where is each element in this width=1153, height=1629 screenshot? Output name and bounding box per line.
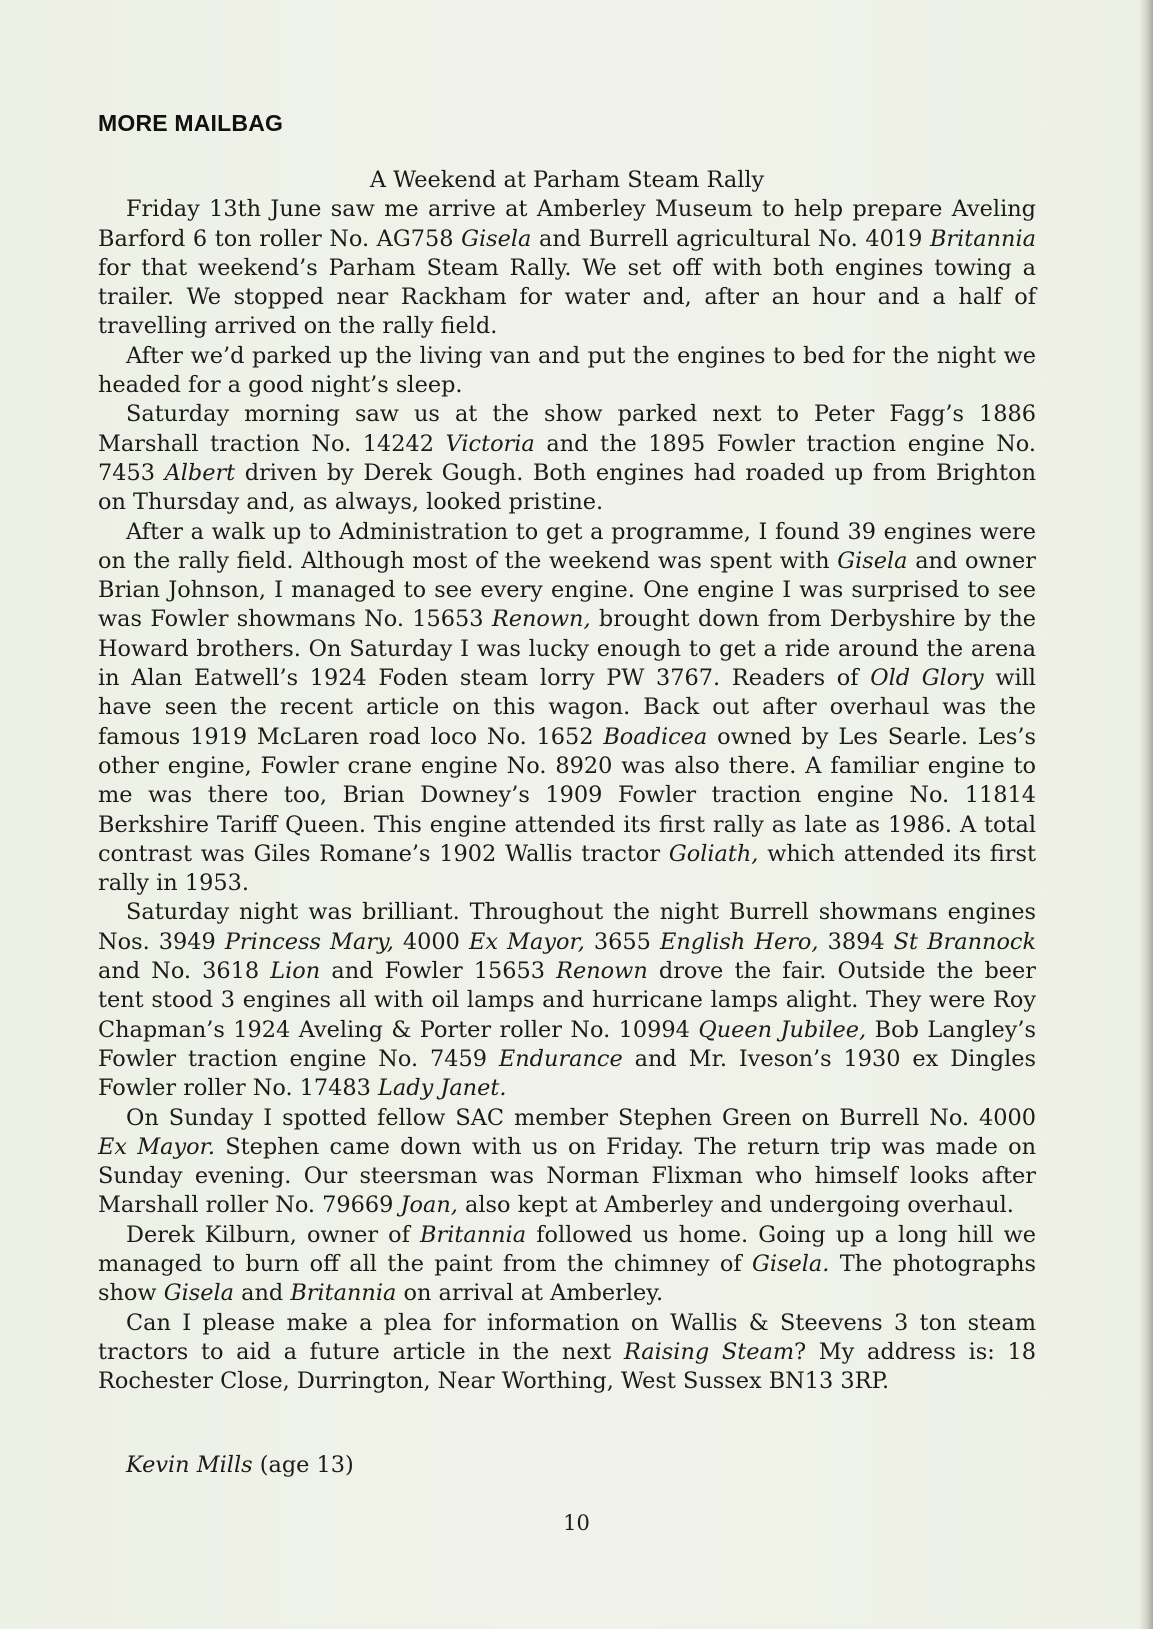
article-paragraph: Can I please make a plea for information on Wallis & Steevens 3 ton steam tractors to aid a future article in the next Raising Steam? My address is: 18 Rochester Close, Durrington, Near Worthing, West Sussex BN13 3RP. (98, 1309, 1037, 1395)
author-age: (age 13) (259, 1452, 354, 1478)
article-paragraph: Derek Kilburn, owner of Britannia followed us home. Going up a long hill we managed to burn off all the paint from the chimney of Gisela. The photographs show Gisela and Britannia on arrival at Amberley. (98, 1221, 1036, 1307)
article-paragraph: After we’d parked up the living van and put the engines to bed for the night we headed for a good night’s sleep. (98, 342, 1036, 399)
author-signature (126, 1452, 354, 1478)
page-edge-shadow (1139, 0, 1153, 1629)
article-body (98, 166, 1036, 1396)
article-paragraph: Saturday night was brilliant. Throughout the night Burrell showmans engines Nos. 3949 Princess Mary, 4000 Ex Mayor, 3655 English Hero, 3894 St Brannock and No. 3618 Lion and Fowler 15653 Renown drove the fair. Outside the beer tent stood 3 engines all with oil lamps and hurricane lamps alight. They were Roy Chapman’s 1924 Aveling & Porter roller No. 10994 Queen Jubilee, Bob Langley’s Fowler traction engine No. 7459 Endurance and Mr. Iveson’s 1930 ex Dingles Fowler roller No. 17483 Lady Janet. (98, 899, 1037, 1102)
page-number: 10 (563, 1511, 590, 1535)
article-paragraph: After a walk up to Administration to get a programme, I found 39 engines were on the rally field. Although most of the weekend was spent with Gisela and owner Brian Johnson, I managed to see every engine. One engine I was surprised to see was Fowler showmans No. 15653 Renown, brought down from Derbyshire by the Howard brothers. On Saturday I was lucky enough to get a ride around the arena in Alan Eatwell’s 1924 Foden steam lorry PW 3767. Readers of Old Glory will have seen the recent article on this wagon. Back out after overhaul was the famous 1919 McLaren road loco No. 1652 Boadicea owned by Les Searle. Les’s other engine, Fowler crane engine No. 8920 was also there. A familiar engine to me was there too, Brian Downey’s 1909 Fowler traction engine No. 11814 Berkshire Tariff Queen. This engine attended its first rally as late as 1986. A total contrast was Giles Romane’s 1902 Wallis tractor Goliath, which attended its first rally in 1953. (98, 518, 1037, 897)
article-title: A Weekend at Parham Steam Rally (369, 167, 765, 193)
section-heading: MORE MAILBAG (98, 110, 284, 136)
author-name: Kevin Mills (126, 1452, 253, 1478)
article-paragraph: On Sunday I spotted fellow SAC member Stephen Green on Burrell No. 4000 Ex Mayor. Stephen came down with us on Friday. The return trip was made on Sunday evening. Our steersman was Norman Flixman who himself looks after Marshall roller No. 79669 Joan, also kept at Amberley and undergoing overhaul. (98, 1104, 1036, 1219)
article-paragraph: Saturday morning saw us at the show parked next to Peter Fagg’s 1886 Marshall traction No. 14242 Victoria and the 1895 Fowler traction engine No. 7453 Albert driven by Derek Gough. Both engines had roaded up from Brighton on Thursday and, as always, looked pristine. (98, 401, 1036, 516)
article-paragraph: Friday 13th June saw me arrive at Amberley Museum to help prepare Aveling Barford 6 ton roller No. AG758 Gisela and Burrell agricultural No. 4019 Britannia for that weekend’s Parham Steam Rally. We set off with both engines towing a trailer. We stopped near Rackham for water and, after an hour and a half of travelling arrived on the rally field. (98, 196, 1036, 340)
